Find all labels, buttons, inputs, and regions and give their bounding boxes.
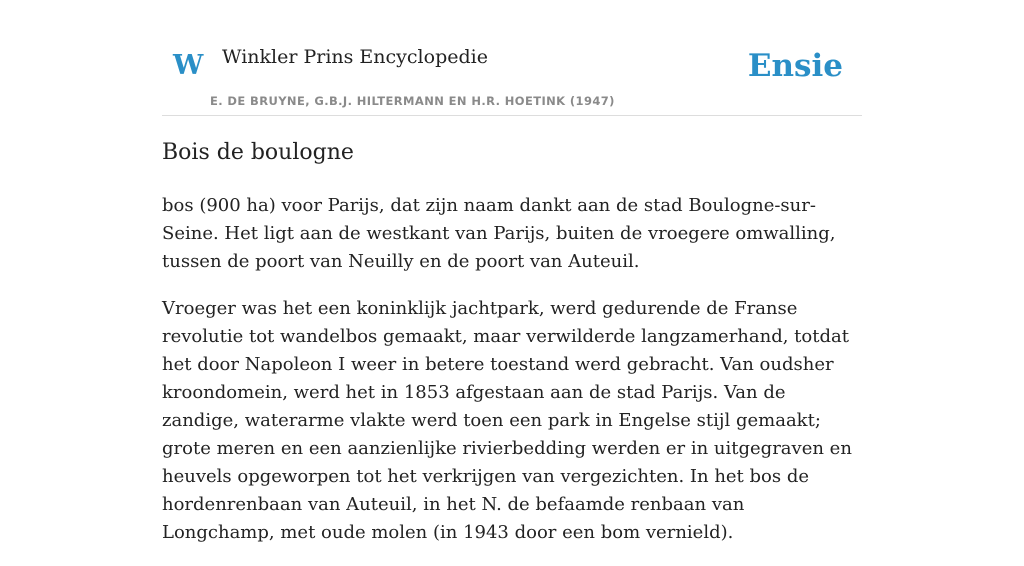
winkler-prins-logo[interactable]: W xyxy=(173,50,204,81)
article-paragraph: bos (900 ha) voor Parijs, dat zijn naam dankt aan de stad Boulogne-sur-Seine. Het ligt aan de westkant van Parijs, buiten de vroegere omwalling, tussen de poort van Neuilly en de poort van Auteuil. xyxy=(162,195,836,272)
ensie-brand-link[interactable]: Ensie xyxy=(747,48,843,84)
article-body xyxy=(162,192,862,566)
page-container xyxy=(162,0,862,543)
article-paragraph: Vroeger was het een koninklijk jachtpark, werd gedurende de Franse revolutie tot wandelbos gemaakt, maar verwilderde langzamerhand, totdat het door Napoleon I weer in betere toestand werd gebracht. Van oudsher kroondomein, werd het in 1853 afgestaan aan de stad Parijs. Van de zandige, waterarme vlakte werd toen een park in Engelse stijl gemaakt; grote meren en een aanzienlijke rivierbedding werden er in uitgegraven en heuvels opgeworpen tot het verkrijgen van vergezichten. In het bos de hordenrenbaan van Auteuil, in het N. de befaamde renbaan van Longchamp, met oude molen (in 1943 door een bom vernield). xyxy=(162,298,852,543)
site-header xyxy=(162,0,862,116)
article-title: Bois de boulogne xyxy=(162,140,354,165)
site-title[interactable]: Winkler Prins Encyclopedie xyxy=(222,46,488,68)
author-credit: E. DE BRUYNE, G.B.J. HILTERMANN EN H.R. HOETINK (1947) xyxy=(210,94,615,108)
